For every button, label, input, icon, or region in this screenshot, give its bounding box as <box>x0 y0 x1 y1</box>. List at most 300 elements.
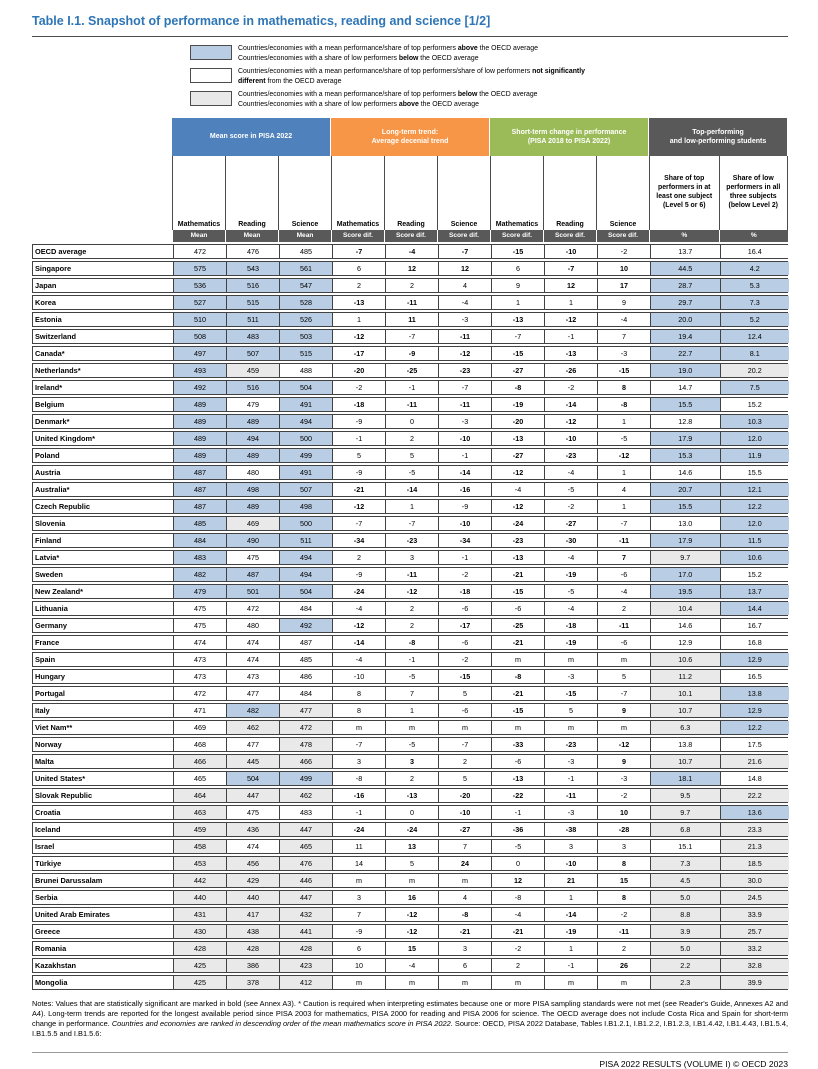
table-cell: -24 <box>491 517 544 530</box>
table-row <box>32 618 788 633</box>
unit-cell: Score dif. <box>331 230 384 242</box>
table-cell: 8 <box>332 687 385 700</box>
table-cell: 15 <box>597 874 650 887</box>
table-cell: -1 <box>438 449 491 462</box>
table-cell: -15 <box>438 670 491 683</box>
table-cell: -17 <box>332 347 385 360</box>
table-row <box>32 516 788 531</box>
table-cell: 20.7 <box>650 483 720 496</box>
row-label: Spain <box>33 653 173 666</box>
table-cell: -8 <box>438 908 491 921</box>
table-cell: 417 <box>226 908 279 921</box>
table-cell: m <box>491 653 544 666</box>
table-cell: 17.9 <box>650 534 720 547</box>
table-cell: 536 <box>173 279 226 292</box>
title-rule <box>32 36 788 37</box>
table-cell: 462 <box>279 789 332 802</box>
table-cell: 485 <box>173 517 226 530</box>
table-cell: 486 <box>279 670 332 683</box>
table-row <box>32 465 788 480</box>
table-cell: 1 <box>385 704 438 717</box>
table-cell: 11 <box>332 840 385 853</box>
table-cell: 8.8 <box>650 908 720 921</box>
table-cell: 12 <box>438 262 491 275</box>
table-cell: 25.7 <box>720 925 790 938</box>
legend-line <box>238 77 585 87</box>
table-cell: -13 <box>491 313 544 326</box>
table-cell: 6.8 <box>650 823 720 836</box>
table-cell: 13.0 <box>650 517 720 530</box>
table-cell: -1 <box>544 772 597 785</box>
table-cell: 3.9 <box>650 925 720 938</box>
table-cell: 472 <box>173 245 226 258</box>
table-cell: 475 <box>173 602 226 615</box>
table-cell: -6 <box>597 568 650 581</box>
table-cell: -4 <box>544 602 597 615</box>
table-row <box>32 873 788 888</box>
legend-text <box>238 67 585 87</box>
unit-spacer <box>32 230 172 242</box>
column-header-subject: Reading <box>225 156 278 230</box>
table-cell: 9 <box>491 279 544 292</box>
table-cell: 472 <box>226 602 279 615</box>
row-label: Portugal <box>33 687 173 700</box>
column-header-subject: Mathematics <box>331 156 384 230</box>
row-label: United Arab Emirates <box>33 908 173 921</box>
table-cell: -12 <box>332 619 385 632</box>
table-row <box>32 567 788 582</box>
table-cell: m <box>597 976 650 989</box>
legend-text-segment: the OECD average <box>477 45 538 52</box>
table-cell: 1 <box>544 942 597 955</box>
row-label: Kazakhstan <box>33 959 173 972</box>
table-cell: 480 <box>226 466 279 479</box>
table-cell: 15.5 <box>720 466 790 479</box>
table-row <box>32 907 788 922</box>
table-cell: 11 <box>385 313 438 326</box>
table-cell: 39.9 <box>720 976 790 989</box>
legend-text-segment: Countries/economies with a mean performance/share of top performers <box>238 45 458 52</box>
table-cell: -3 <box>597 772 650 785</box>
table-cell: 477 <box>226 687 279 700</box>
table-cell: 2 <box>597 942 650 955</box>
table-cell: -38 <box>544 823 597 836</box>
group-header-line: and low-performing students <box>669 138 767 145</box>
table-cell: -23 <box>544 738 597 751</box>
table-cell: 483 <box>173 551 226 564</box>
table-cell: m <box>332 874 385 887</box>
table-cell: 432 <box>279 908 332 921</box>
table-cell: 5 <box>438 687 491 700</box>
table-cell: -8 <box>332 772 385 785</box>
table-cell: 11.5 <box>720 534 790 547</box>
table-cell: 487 <box>173 466 226 479</box>
row-label: New Zealand* <box>33 585 173 598</box>
table-cell: 9.7 <box>650 806 720 819</box>
table-cell: -4 <box>385 959 438 972</box>
table-cell: 543 <box>226 262 279 275</box>
table-cell: 21.6 <box>720 755 790 768</box>
legend-text-segment: the OECD average <box>418 55 479 62</box>
table-row <box>32 482 788 497</box>
table-cell: 412 <box>279 976 332 989</box>
table-cell: 7.5 <box>720 381 790 394</box>
table-cell: m <box>491 721 544 734</box>
group-header-top-performing <box>649 118 788 156</box>
row-label: Greece <box>33 925 173 938</box>
table-cell: -2 <box>332 381 385 394</box>
table-row <box>32 397 788 412</box>
group-header-line: Mean score in PISA 2022 <box>209 133 293 141</box>
table-row <box>32 669 788 684</box>
row-label: France <box>33 636 173 649</box>
table-cell: 507 <box>226 347 279 360</box>
table-cell: -8 <box>491 381 544 394</box>
table-cell: -21 <box>491 568 544 581</box>
table-body <box>32 244 788 990</box>
table-cell: 494 <box>279 568 332 581</box>
table-cell: 456 <box>226 857 279 870</box>
column-header-subject: Reading <box>384 156 437 230</box>
table-cell: -2 <box>544 381 597 394</box>
row-label: OECD average <box>33 245 173 258</box>
table-cell: -21 <box>438 925 491 938</box>
table-row <box>32 805 788 820</box>
column-header-share: Share of low performers in all three subjects (below Level 2) <box>719 156 789 230</box>
table-cell: 442 <box>173 874 226 887</box>
table-cell: 3 <box>438 942 491 955</box>
table-cell: -13 <box>491 551 544 564</box>
table-cell: 8 <box>597 381 650 394</box>
table-cell: 2 <box>385 772 438 785</box>
table-cell: 465 <box>173 772 226 785</box>
table-cell: -7 <box>597 517 650 530</box>
row-label: Slovenia <box>33 517 173 530</box>
table-cell: 32.8 <box>720 959 790 972</box>
table-cell: -5 <box>544 483 597 496</box>
table-cell: -12 <box>438 347 491 360</box>
table-cell: -7 <box>438 245 491 258</box>
table-cell: -14 <box>544 908 597 921</box>
legend <box>190 44 788 110</box>
group-header-long-term <box>331 118 490 156</box>
legend-swatch <box>190 68 232 83</box>
unit-cell: Score dif. <box>384 230 437 242</box>
table-cell: 487 <box>173 483 226 496</box>
table-cell: -14 <box>544 398 597 411</box>
table-row <box>32 754 788 769</box>
table-cell: 440 <box>173 891 226 904</box>
table-cell: 12.2 <box>720 721 790 734</box>
row-label: Austria <box>33 466 173 479</box>
table-cell: 18.1 <box>650 772 720 785</box>
table-row <box>32 737 788 752</box>
legend-item <box>190 44 788 64</box>
table-cell: -4 <box>438 296 491 309</box>
table-cell: -7 <box>438 738 491 751</box>
table-cell: -5 <box>544 585 597 598</box>
table-cell: -4 <box>597 585 650 598</box>
table-cell: 487 <box>173 500 226 513</box>
group-header-line: Short-term change in performance <box>511 128 627 136</box>
table-cell: 2 <box>597 602 650 615</box>
table-row <box>32 771 788 786</box>
unit-header-row <box>32 230 788 242</box>
table-row <box>32 941 788 956</box>
table-cell: -24 <box>385 823 438 836</box>
table-cell: 5 <box>597 670 650 683</box>
table-cell: 6 <box>332 942 385 955</box>
row-label: Estonia <box>33 313 173 326</box>
table-cell: -6 <box>491 755 544 768</box>
table-cell: -1 <box>544 959 597 972</box>
table-cell: m <box>597 721 650 734</box>
table-cell: 7 <box>597 551 650 564</box>
table-cell: 10 <box>597 806 650 819</box>
table-cell: -14 <box>332 636 385 649</box>
table-cell: 1 <box>597 415 650 428</box>
table-row <box>32 788 788 803</box>
table-cell: -2 <box>438 568 491 581</box>
table-cell: 8 <box>597 891 650 904</box>
table-cell: 488 <box>279 364 332 377</box>
legend-item <box>190 67 788 87</box>
table-cell: -16 <box>438 483 491 496</box>
table-cell: 6 <box>491 262 544 275</box>
table-cell: -23 <box>438 364 491 377</box>
table-cell: 510 <box>173 313 226 326</box>
table-cell: 438 <box>226 925 279 938</box>
table-cell: -8 <box>385 636 438 649</box>
table-cell: 10 <box>597 262 650 275</box>
table-cell: 7 <box>385 687 438 700</box>
table-cell: -12 <box>544 415 597 428</box>
row-label: United States* <box>33 772 173 785</box>
table-cell: 2 <box>385 279 438 292</box>
table-cell: -9 <box>385 347 438 360</box>
table-cell: -10 <box>332 670 385 683</box>
legend-text <box>238 90 538 110</box>
table-cell: -2 <box>597 908 650 921</box>
table-cell: 504 <box>279 381 332 394</box>
column-header-subject: Science <box>437 156 490 230</box>
table-cell: 468 <box>173 738 226 751</box>
table-cell: -4 <box>544 551 597 564</box>
table-cell: 2 <box>385 602 438 615</box>
table-cell: 4 <box>438 891 491 904</box>
notes-segment: Source: OECD, PISA 2022 Database, Tables I.B1.2.1, I.B1.2.2, I.B1.2.3, I.B1.4.42, I.B1.4.43, I.B1.5.4, I.B1.5.5 and I.B1.5.6: <box>32 1018 789 1038</box>
table-cell: 429 <box>226 874 279 887</box>
table-cell: -12 <box>385 925 438 938</box>
table-cell: -20 <box>438 789 491 802</box>
table-cell: 453 <box>173 857 226 870</box>
table-cell: 483 <box>279 806 332 819</box>
table-row <box>32 448 788 463</box>
legend-swatch <box>190 45 232 60</box>
table-cell: 478 <box>279 738 332 751</box>
table-cell: 526 <box>279 313 332 326</box>
table-cell: 4 <box>438 279 491 292</box>
table-row <box>32 635 788 650</box>
table-cell: -7 <box>385 517 438 530</box>
table-cell: 492 <box>279 619 332 632</box>
table-cell: 10 <box>332 959 385 972</box>
table-cell: 13.7 <box>650 245 720 258</box>
table-cell: -24 <box>332 585 385 598</box>
table-cell: 466 <box>279 755 332 768</box>
footer-rule <box>32 1052 788 1053</box>
row-label: Korea <box>33 296 173 309</box>
table-cell: 489 <box>173 432 226 445</box>
table-row <box>32 414 788 429</box>
table-cell: -15 <box>491 585 544 598</box>
table-cell: 472 <box>173 687 226 700</box>
table-cell: 474 <box>226 840 279 853</box>
table-cell: 6.3 <box>650 721 720 734</box>
table-cell: 17.9 <box>650 432 720 445</box>
table-cell: 10.1 <box>650 687 720 700</box>
table-cell: 5 <box>438 772 491 785</box>
table-cell: 22.7 <box>650 347 720 360</box>
table-cell: 14 <box>332 857 385 870</box>
table-cell: 5 <box>385 449 438 462</box>
table-cell: -12 <box>597 738 650 751</box>
table-cell: -33 <box>491 738 544 751</box>
table-cell: 24.5 <box>720 891 790 904</box>
table-cell: 7 <box>332 908 385 921</box>
legend-text-segment: Countries/economies with a mean performance/share of top performers/share of low performers <box>238 68 533 75</box>
table-cell: 33.2 <box>720 942 790 955</box>
table-cell: -7 <box>544 262 597 275</box>
table-cell: 10.6 <box>720 551 790 564</box>
table-cell: 471 <box>173 704 226 717</box>
table-cell: m <box>597 653 650 666</box>
table-cell: 487 <box>226 568 279 581</box>
table-cell: 489 <box>173 449 226 462</box>
table-cell: 14.7 <box>650 381 720 394</box>
table-cell: 15.1 <box>650 840 720 853</box>
table-row <box>32 329 788 344</box>
table-row <box>32 278 788 293</box>
table-cell: -27 <box>491 364 544 377</box>
table-cell: -8 <box>491 670 544 683</box>
table-cell: -15 <box>597 364 650 377</box>
table-row <box>32 244 788 259</box>
table-cell: -11 <box>438 398 491 411</box>
table-cell: 12.0 <box>720 432 790 445</box>
table-cell: -10 <box>544 245 597 258</box>
table-cell: 430 <box>173 925 226 938</box>
legend-item <box>190 90 788 110</box>
table-cell: 473 <box>173 670 226 683</box>
table-cell: 484 <box>279 687 332 700</box>
table-cell: 13.7 <box>720 585 790 598</box>
table-cell: -26 <box>544 364 597 377</box>
table-cell: 10.7 <box>650 704 720 717</box>
table-cell: -21 <box>332 483 385 496</box>
table-cell: -12 <box>332 500 385 513</box>
table-cell: 473 <box>173 653 226 666</box>
row-label: Czech Republic <box>33 500 173 513</box>
table-cell: -27 <box>544 517 597 530</box>
table-cell: 446 <box>279 874 332 887</box>
table-row <box>32 856 788 871</box>
table-cell: -14 <box>438 466 491 479</box>
table-cell: -27 <box>438 823 491 836</box>
table-cell: 378 <box>226 976 279 989</box>
table-cell: -10 <box>438 432 491 445</box>
legend-line <box>238 54 538 64</box>
table-cell: 5 <box>332 449 385 462</box>
table-cell: -13 <box>491 432 544 445</box>
table-cell: 575 <box>173 262 226 275</box>
table-cell: 547 <box>279 279 332 292</box>
table-cell: 5.2 <box>720 313 790 326</box>
table-row <box>32 346 788 361</box>
table-cell: 12.2 <box>720 500 790 513</box>
table-cell: -1 <box>385 653 438 666</box>
table-cell: -20 <box>332 364 385 377</box>
table-cell: 511 <box>279 534 332 547</box>
table-cell: 24 <box>438 857 491 870</box>
table-cell: 528 <box>279 296 332 309</box>
table-cell: 16.5 <box>720 670 790 683</box>
table-row <box>32 295 788 310</box>
table-cell: -12 <box>385 585 438 598</box>
legend-text-segment: above <box>398 101 419 108</box>
table-row <box>32 839 788 854</box>
table-cell: m <box>385 721 438 734</box>
table-cell: 19.4 <box>650 330 720 343</box>
table-cell: 15.2 <box>720 568 790 581</box>
table-cell: -18 <box>438 585 491 598</box>
legend-swatch <box>190 91 232 106</box>
table-cell: -14 <box>385 483 438 496</box>
table-row <box>32 533 788 548</box>
table-cell: -15 <box>491 704 544 717</box>
table-cell: 508 <box>173 330 226 343</box>
group-header-row <box>32 118 788 156</box>
table-cell: -13 <box>491 772 544 785</box>
table-cell: -7 <box>385 330 438 343</box>
group-header-line: (PISA 2018 to PISA 2022) <box>527 138 611 145</box>
table-cell: 425 <box>173 959 226 972</box>
table-cell: -6 <box>438 704 491 717</box>
table-cell: m <box>332 721 385 734</box>
table-cell: -12 <box>491 500 544 513</box>
table-cell: -11 <box>385 296 438 309</box>
table-cell: -3 <box>438 313 491 326</box>
table-cell: 13 <box>385 840 438 853</box>
table-cell: -18 <box>332 398 385 411</box>
table-cell: 12.9 <box>650 636 720 649</box>
table-cell: m <box>544 721 597 734</box>
row-label: Ireland* <box>33 381 173 394</box>
table-cell: -9 <box>332 568 385 581</box>
table-cell: 480 <box>226 619 279 632</box>
table-cell: 473 <box>226 670 279 683</box>
row-label: Netherlands* <box>33 364 173 377</box>
table-cell: 5.3 <box>720 279 790 292</box>
table-cell: 2 <box>385 432 438 445</box>
table-cell: 11.9 <box>720 449 790 462</box>
unit-cell: % <box>719 230 789 242</box>
table-cell: 17 <box>597 279 650 292</box>
table-cell: 1 <box>544 891 597 904</box>
table-cell: -25 <box>385 364 438 377</box>
row-label: Canada* <box>33 347 173 360</box>
table-cell: m <box>438 976 491 989</box>
